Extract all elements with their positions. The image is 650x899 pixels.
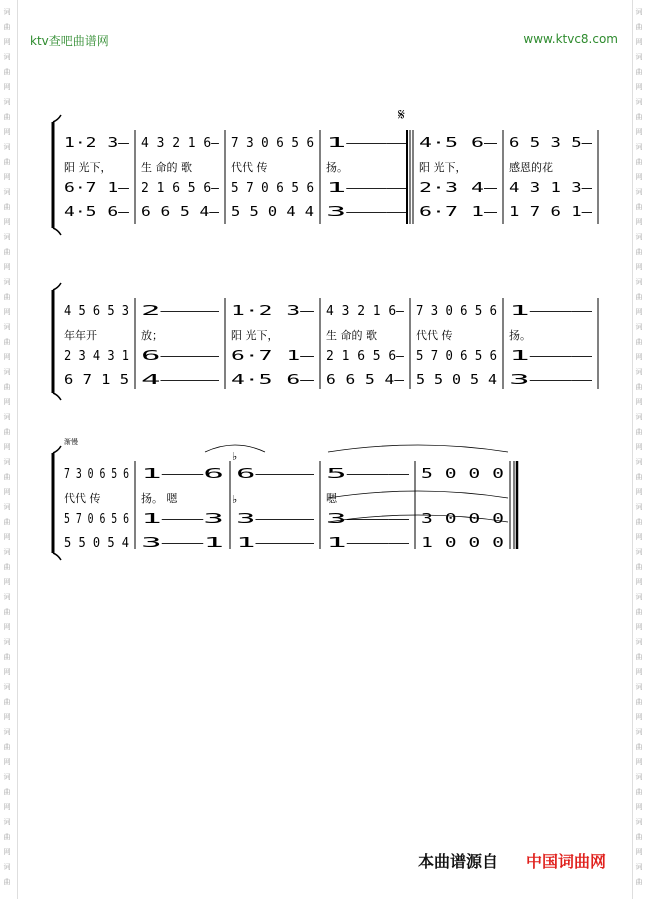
watermark-char: 网 [3,803,11,811]
watermark-char: 网 [3,443,11,451]
note-text: 1——6 [141,467,224,482]
note-text: 1——— [326,181,408,196]
note-text: 4 3 2 1 6— [326,304,405,319]
watermark-char: 网 [3,263,11,271]
watermark-char: 词 [635,638,643,646]
note-text: 1——— [326,136,408,151]
note-text: 1——— [509,349,593,364]
watermark-char: 曲 [3,743,11,751]
note-text: 6·7 1— [231,349,315,364]
tie-arc [328,445,508,452]
watermark-char: 曲 [3,158,11,166]
note-text: 5——— [326,467,410,482]
watermark-char: 网 [635,218,643,226]
watermark-char: 曲 [3,698,11,706]
watermark-char: 网 [635,758,643,766]
note-text: 1——— [509,304,593,319]
note-text: 2 1 6 5 6— [326,349,405,364]
bracket-bottom-hook [53,393,61,400]
watermark-char: 词 [3,458,11,466]
watermark-char: 词 [635,413,643,421]
watermark-char: 网 [635,263,643,271]
watermark-char: 词 [635,773,643,781]
note-text: 4 5 6 5 3 [64,304,129,319]
watermark-char: 网 [3,128,11,136]
footer-site-name: 中国词曲网 [526,852,607,871]
lyric-text: 年年开 [64,329,97,342]
watermark-char: 词 [635,278,643,286]
watermark-char: 词 [3,53,11,61]
watermark-char: 词 [3,503,11,511]
note-text: 6 6 5 4— [141,205,220,220]
lyric-text: 扬。 嗯 [141,492,178,505]
watermark-char: 词 [3,548,11,556]
watermark-char: 曲 [3,113,11,121]
watermark-char: 网 [635,83,643,91]
watermark-char: 曲 [635,473,643,481]
lyric-text: 扬。 [509,329,531,342]
watermark-char: 词 [635,728,643,736]
note-text: 1 7 6 1— [509,205,593,220]
watermark-char: 曲 [635,23,643,31]
watermark-char: 网 [635,398,643,406]
note-text: 6·7 1— [64,181,130,196]
watermark-char: 词 [3,728,11,736]
watermark-char: 曲 [3,878,11,886]
note-text: 1 0 0 0 [421,536,504,551]
note-text: 5 5 0 4 4 [231,205,315,220]
watermark-char: 网 [3,713,11,721]
note-text: 1——— [236,536,315,551]
watermark-char: 网 [3,533,11,541]
watermark-char: 曲 [3,563,11,571]
watermark-char: 曲 [635,338,643,346]
lyric-text: 阳 光下， [64,161,112,174]
watermark-char: 网 [3,173,11,181]
watermark-char: 网 [635,713,643,721]
note-text: 6 7 1 5 [64,373,129,388]
watermark-char: 词 [3,413,11,421]
note-text: 2 1 6 5 6— [141,181,220,196]
lyric-text: 阳 光下， [419,161,467,174]
watermark-char: 曲 [635,293,643,301]
bracket-top-hook [53,115,61,122]
watermark-char: 曲 [3,518,11,526]
note-text: 3——1 [141,536,224,551]
watermark-char: 曲 [3,473,11,481]
note-text: 4·5 6— [231,373,315,388]
watermark-char: 曲 [3,383,11,391]
watermark-char: 曲 [3,23,11,31]
note-text: 6——— [141,349,220,364]
note-text: 6·7 1— [419,205,498,220]
watermark-char: 词 [635,8,643,16]
watermark-char: 曲 [635,158,643,166]
watermark-char: 词 [3,863,11,871]
watermark-char: 词 [3,593,11,601]
bracket-top-hook [53,283,61,290]
watermark-char: 网 [635,488,643,496]
watermark-char: 词 [3,278,11,286]
note-text: 5 7 0 6 5 6 [416,349,497,364]
note-text: 5 7 0 6 5 6 [64,512,129,527]
lyric-text: 生 命的 歌 [326,329,377,342]
note-text: 4·5 6— [419,136,498,151]
bracket-top-hook [53,446,61,453]
watermark-char: 曲 [3,788,11,796]
watermark-char: 词 [3,188,11,196]
note-text: 5 0 0 0 [421,467,504,482]
footer-source-label: 本曲谱源自 [418,852,499,871]
note-text: 2 3 4 3 1 [64,349,129,364]
watermark-char: 网 [635,803,643,811]
bracket-bottom-hook [53,228,61,235]
lyric-text: 代代 传 [64,492,101,505]
watermark-char: 词 [3,98,11,106]
watermark-char: 曲 [635,203,643,211]
watermark-char: 曲 [3,338,11,346]
note-text: 3——— [236,512,315,527]
note-text: 6 5 3 5— [509,136,593,151]
watermark-char: 网 [3,623,11,631]
watermark-char: 网 [635,668,643,676]
lyric-text: 代代 传 [231,161,268,174]
note-text: 4 3 1 3— [509,181,593,196]
watermark-char: 词 [3,773,11,781]
watermark-char: 曲 [635,833,643,841]
watermark-char: 曲 [3,428,11,436]
watermark-char: 曲 [635,113,643,121]
watermark-char: 曲 [635,743,643,751]
watermark-char: 词 [635,503,643,511]
flat-sign: ♭ [232,493,238,506]
note-text: 1·2 3— [231,304,315,319]
note-text: 5 5 0 5 4 [416,373,498,388]
watermark-char: 曲 [635,878,643,886]
watermark-char: 网 [635,308,643,316]
tempo-mark: 渐慢 [64,438,78,446]
watermark-char: 曲 [3,653,11,661]
watermark-char: 曲 [635,788,643,796]
watermark-char: 词 [3,8,11,16]
watermark-char: 曲 [3,248,11,256]
lyric-text: 代代 传 [416,329,453,342]
note-text: 3——— [326,205,408,220]
header-site-url: www.ktvc8.com [523,32,618,46]
note-text: 1·2 3— [64,136,130,151]
note-text: 6 6 5 4— [326,373,405,388]
watermark-char: 曲 [635,563,643,571]
watermark-char: 词 [635,458,643,466]
note-text: 1——— [326,536,410,551]
watermark-char: 词 [3,233,11,241]
watermark-char: 网 [3,848,11,856]
watermark-char: 网 [3,398,11,406]
watermark-char: 网 [3,308,11,316]
watermark-char: 词 [635,548,643,556]
watermark-char: 曲 [635,248,643,256]
watermark-char: 曲 [3,293,11,301]
watermark-char: 曲 [635,518,643,526]
watermark-char: 网 [3,578,11,586]
watermark-char: 网 [635,578,643,586]
watermark-char: 词 [635,368,643,376]
watermark-char: 词 [635,593,643,601]
lyric-text: 生 命的 歌 [141,161,192,174]
watermark-char: 词 [3,368,11,376]
note-text: 5 5 0 5 4 [64,536,130,551]
note-text: 7 3 0 6 5 6 [231,136,314,151]
lyric-text: 阳 光下， [231,329,279,342]
note-text: 7 3 0 6 5 6 [64,467,129,482]
note-text: 4 3 2 1 6— [141,136,220,151]
note-text: 4——— [141,373,220,388]
watermark-char: 网 [635,443,643,451]
watermark-char: 词 [3,638,11,646]
watermark-char: 词 [635,323,643,331]
watermark-char: 词 [635,188,643,196]
watermark-char: 词 [635,683,643,691]
watermark-char: 网 [635,623,643,631]
lyric-text: 扬。 [326,161,348,174]
watermark-char: 曲 [635,608,643,616]
note-text: 3——— [326,512,410,527]
watermark-char: 网 [635,353,643,361]
watermark-char: 词 [3,323,11,331]
watermark-char: 网 [3,218,11,226]
watermark-char: 词 [635,233,643,241]
header-site-name: ktv查吧曲谱网 [30,34,109,48]
flat-sign: ♭ [232,450,238,463]
watermark-char: 网 [3,38,11,46]
watermark-char: 网 [3,353,11,361]
watermark-char: 词 [635,818,643,826]
note-text: 7 3 0 6 5 6 [416,304,497,319]
watermark-char: 网 [635,848,643,856]
note-text: 6——— [236,467,315,482]
watermark-char: 词 [635,53,643,61]
watermark-char: 曲 [3,833,11,841]
watermark-char: 网 [635,533,643,541]
note-text: 3 0 0 0 [421,512,504,527]
note-text: 5 7 0 6 5 6 [231,181,314,196]
watermark-char: 曲 [3,608,11,616]
watermark-char: 曲 [3,203,11,211]
lyric-text: 嗯 [326,492,337,505]
note-text: 3——— [509,373,593,388]
watermark-char: 词 [635,98,643,106]
watermark-char: 网 [635,128,643,136]
watermark-char: 词 [3,143,11,151]
note-text: 2·3 4— [419,181,498,196]
watermark-char: 网 [3,488,11,496]
watermark-char: 曲 [3,68,11,76]
watermark-char: 曲 [635,383,643,391]
watermark-char: 词 [635,863,643,871]
watermark-char: 网 [3,758,11,766]
watermark-char: 词 [3,818,11,826]
watermark-char: 词 [635,143,643,151]
watermark-char: 网 [3,83,11,91]
watermark-char: 曲 [635,68,643,76]
watermark-char: 曲 [635,428,643,436]
lyric-text: 放； [141,329,163,342]
watermark-char: 网 [635,173,643,181]
lyric-text: 感恩的花 [509,161,553,174]
watermark-char: 网 [3,668,11,676]
watermark-char: 曲 [635,653,643,661]
bracket-bottom-hook [53,553,61,560]
watermark-char: 网 [635,38,643,46]
watermark-char: 词 [3,683,11,691]
note-text: 2——— [141,304,220,319]
note-text: 4·5 6— [64,205,130,220]
tie-arc [328,491,508,498]
watermark-char: 曲 [635,698,643,706]
note-text: 1——3 [141,512,224,527]
segno-sign: 𝄋 [398,105,405,124]
